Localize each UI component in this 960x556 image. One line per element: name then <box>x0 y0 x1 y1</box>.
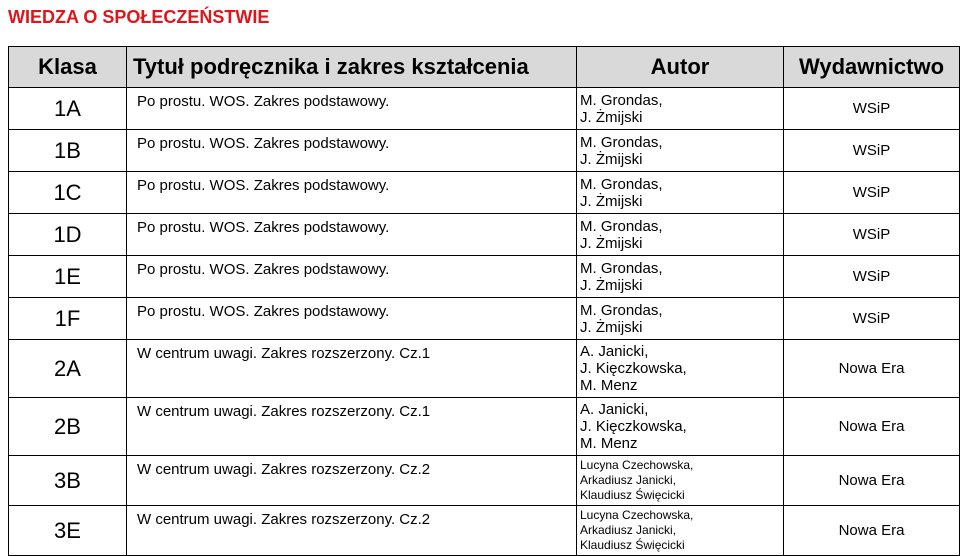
cell-autor <box>577 172 784 214</box>
cell-klasa: 1D <box>9 214 127 256</box>
cell-autor <box>577 88 784 130</box>
cell-wydawnictwo: Nowa Era <box>784 506 960 556</box>
cell-wydawnictwo: WSiP <box>784 256 960 298</box>
author-line: Arkadiusz Janicki, <box>580 473 677 487</box>
table-row <box>9 214 960 256</box>
cell-wydawnictwo: Nowa Era <box>784 340 960 398</box>
author-line: Lucyna Czechowska, <box>580 508 694 522</box>
cell-wydawnictwo: WSiP <box>784 130 960 172</box>
table-row <box>9 130 960 172</box>
cell-tytul: Po prostu. WOS. Zakres podstawowy. <box>127 298 577 340</box>
author-line: M. Grondas, <box>580 91 663 109</box>
cell-autor <box>577 398 784 456</box>
author-line: M. Menz <box>580 435 638 452</box>
author-line: Arkadiusz Janicki, <box>580 523 677 537</box>
cell-autor <box>577 256 784 298</box>
author-line: A. Janicki, <box>580 401 649 418</box>
cell-tytul: Po prostu. WOS. Zakres podstawowy. <box>127 214 577 256</box>
author-line: M. Grondas, <box>580 301 663 319</box>
cell-wydawnictwo: WSiP <box>784 88 960 130</box>
cell-klasa: 3E <box>9 506 127 556</box>
cell-klasa: 1B <box>9 130 127 172</box>
cell-tytul: W centrum uwagi. Zakres rozszerzony. Cz.2 <box>127 506 577 556</box>
author-line: J. Żmijski <box>580 192 643 210</box>
cell-klasa: 3B <box>9 456 127 506</box>
cell-wydawnictwo: WSiP <box>784 298 960 340</box>
author-line: M. Grondas, <box>580 175 663 193</box>
author-line: J. Żmijski <box>580 318 643 336</box>
author-line: M. Grondas, <box>580 217 663 235</box>
cell-tytul: W centrum uwagi. Zakres rozszerzony. Cz.1 <box>127 398 577 456</box>
cell-autor <box>577 298 784 340</box>
cell-wydawnictwo: Nowa Era <box>784 398 960 456</box>
header-tytul: Tytuł podręcznika i zakres kształcenia <box>127 47 577 88</box>
author-line: A. Janicki, <box>580 343 649 360</box>
table-row <box>9 88 960 130</box>
table-row <box>9 172 960 214</box>
author-line: Klaudiusz Święcicki <box>580 538 685 552</box>
table-row <box>9 298 960 340</box>
page-title: WIEDZA O SPOŁECZEŃSTWIE <box>8 7 270 27</box>
cell-wydawnictwo: WSiP <box>784 214 960 256</box>
table-header-row <box>9 47 960 88</box>
cell-klasa: 1E <box>9 256 127 298</box>
table-row <box>9 398 960 456</box>
table-row <box>9 256 960 298</box>
header-klasa: Klasa <box>9 47 127 88</box>
cell-tytul: W centrum uwagi. Zakres rozszerzony. Cz.2 <box>127 456 577 506</box>
cell-autor <box>577 456 784 506</box>
header-autor: Autor <box>577 47 784 88</box>
author-line: M. Grondas, <box>580 259 663 277</box>
cell-klasa: 2A <box>9 340 127 398</box>
author-line: J. Żmijski <box>580 276 643 294</box>
cell-tytul: W centrum uwagi. Zakres rozszerzony. Cz.1 <box>127 340 577 398</box>
cell-tytul: Po prostu. WOS. Zakres podstawowy. <box>127 130 577 172</box>
author-line: J. Żmijski <box>580 108 643 126</box>
author-line: Klaudiusz Święcicki <box>580 488 685 502</box>
cell-klasa: 1C <box>9 172 127 214</box>
table-row <box>9 340 960 398</box>
textbook-table <box>8 46 960 556</box>
header-wydawnictwo: Wydawnictwo <box>784 47 960 88</box>
table-row <box>9 456 960 506</box>
table-row <box>9 506 960 556</box>
author-line: J. Żmijski <box>580 234 643 252</box>
cell-klasa: 1F <box>9 298 127 340</box>
cell-wydawnictwo: WSiP <box>784 172 960 214</box>
author-line: J. Kięczkowska, <box>580 418 687 435</box>
cell-autor <box>577 214 784 256</box>
cell-tytul: Po prostu. WOS. Zakres podstawowy. <box>127 172 577 214</box>
cell-klasa: 2B <box>9 398 127 456</box>
cell-autor <box>577 130 784 172</box>
author-line: Lucyna Czechowska, <box>580 458 694 472</box>
author-line: J. Kięczkowska, <box>580 360 687 377</box>
cell-tytul: Po prostu. WOS. Zakres podstawowy. <box>127 88 577 130</box>
cell-klasa: 1A <box>9 88 127 130</box>
cell-autor <box>577 506 784 556</box>
author-line: M. Menz <box>580 377 638 394</box>
author-line: M. Grondas, <box>580 133 663 151</box>
cell-autor <box>577 340 784 398</box>
author-line: J. Żmijski <box>580 150 643 168</box>
cell-tytul: Po prostu. WOS. Zakres podstawowy. <box>127 256 577 298</box>
cell-wydawnictwo: Nowa Era <box>784 456 960 506</box>
